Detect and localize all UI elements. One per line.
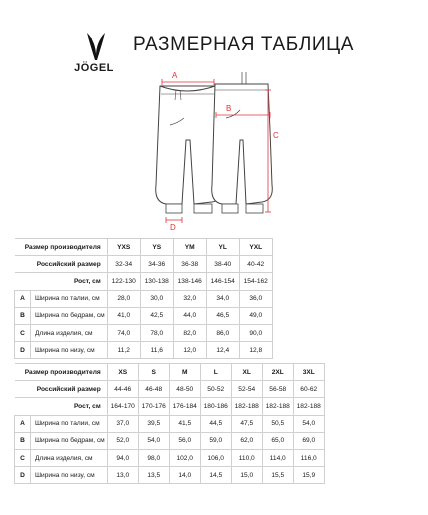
size-cell: M: [169, 364, 200, 381]
header-label: Размер производителя: [15, 239, 108, 256]
table-cell: 56,0: [169, 432, 200, 449]
size-cell: YM: [173, 239, 206, 256]
table-cell: 40-42: [239, 256, 272, 273]
table-cell: 82,0: [173, 324, 206, 341]
measure-letter: D: [15, 467, 31, 484]
size-table-youth: [14, 238, 273, 359]
table-cell: 46,5: [206, 307, 239, 324]
page-title: РАЗМЕРНАЯ ТАБЛИЦА: [133, 34, 355, 55]
size-cell: S: [138, 364, 169, 381]
table-cell: 15,9: [293, 467, 324, 484]
table-row: [15, 467, 325, 484]
table-cell: 41,5: [169, 415, 200, 432]
table-row: [15, 415, 325, 432]
table-cell: 182-188: [293, 398, 324, 415]
size-cell: YS: [140, 239, 173, 256]
table-cell: 44,0: [173, 307, 206, 324]
table-row: [15, 381, 325, 398]
table-row: [15, 342, 273, 359]
measure-label: Длина изделия, см: [31, 324, 108, 341]
dim-label-a: A: [172, 71, 178, 80]
table-cell: 182-188: [231, 398, 262, 415]
table-cell: 13,0: [107, 467, 138, 484]
measure-label: Ширина по бедрам, см: [31, 307, 108, 324]
table-cell: 54,0: [293, 415, 324, 432]
dim-label-c: C: [273, 131, 279, 140]
russian-size-label: Российский размер: [15, 256, 108, 273]
russian-size-label: Российский размер: [15, 381, 108, 398]
table-cell: 34,0: [206, 290, 239, 307]
table-cell: 39,5: [138, 415, 169, 432]
table-cell: 36-38: [173, 256, 206, 273]
table-cell: 11,6: [140, 342, 173, 359]
size-cell: YL: [206, 239, 239, 256]
table-row: [15, 290, 273, 307]
table-cell: 38-40: [206, 256, 239, 273]
table-cell: 49,0: [239, 307, 272, 324]
table-cell: 180-186: [200, 398, 231, 415]
pants-diagram: [0, 70, 428, 230]
table-cell: 54,0: [138, 432, 169, 449]
table-cell: 42,5: [140, 307, 173, 324]
size-cell: L: [200, 364, 231, 381]
measure-letter: A: [15, 290, 31, 307]
table-cell: 36,0: [239, 290, 272, 307]
table-row: [15, 398, 325, 415]
table-row: [15, 307, 273, 324]
header-label: Размер производителя: [15, 364, 108, 381]
table-cell: 110,0: [231, 449, 262, 466]
table-cell: 65,0: [262, 432, 293, 449]
table-cell: 12,0: [173, 342, 206, 359]
table-cell: 46-48: [138, 381, 169, 398]
measure-label: Ширина по низу, см: [31, 342, 108, 359]
table-cell: 32,0: [173, 290, 206, 307]
size-cell: XS: [107, 364, 138, 381]
table-row: [15, 324, 273, 341]
table-cell: 170-176: [138, 398, 169, 415]
height-label: Рост, см: [15, 398, 108, 415]
table-cell: 14,5: [200, 467, 231, 484]
table-row: [15, 273, 273, 290]
measure-label: Ширина по низу, см: [31, 467, 108, 484]
table-row: [15, 256, 273, 273]
table-cell: 146-154: [206, 273, 239, 290]
table-cell: 164-170: [107, 398, 138, 415]
table-cell: 59,0: [200, 432, 231, 449]
table-cell: 15,5: [262, 467, 293, 484]
table-cell: 44,5: [200, 415, 231, 432]
dim-label-b: B: [226, 104, 232, 113]
pants-back-drawing: [212, 84, 273, 213]
table-cell: 130-138: [140, 273, 173, 290]
table-cell: 60-62: [293, 381, 324, 398]
measure-letter: C: [15, 449, 31, 466]
table-cell: 52,0: [107, 432, 138, 449]
table-cell: 15,0: [231, 467, 262, 484]
table-cell: 13,5: [138, 467, 169, 484]
brand-name: JÖGEL: [74, 62, 114, 74]
table-cell: 37,0: [107, 415, 138, 432]
height-label: Рост, см: [15, 273, 108, 290]
measure-letter: B: [15, 307, 31, 324]
measure-letter: B: [15, 432, 31, 449]
size-cell: 2XL: [262, 364, 293, 381]
table-row: [15, 364, 325, 381]
table-cell: 12,4: [206, 342, 239, 359]
table-cell: 106,0: [200, 449, 231, 466]
size-cell: YXL: [239, 239, 272, 256]
size-cell: 3XL: [293, 364, 324, 381]
table-cell: 69,0: [293, 432, 324, 449]
table-cell: 78,0: [140, 324, 173, 341]
table-cell: 52-54: [231, 381, 262, 398]
table-cell: 34-36: [140, 256, 173, 273]
measure-letter: A: [15, 415, 31, 432]
measure-label: Ширина по талии, см: [31, 415, 108, 432]
measure-label: Ширина по бедрам, см: [31, 432, 108, 449]
table-cell: 114,0: [262, 449, 293, 466]
table-cell: 74,0: [107, 324, 140, 341]
size-cell: XL: [231, 364, 262, 381]
table-cell: 32-34: [107, 256, 140, 273]
table-cell: 56-58: [262, 381, 293, 398]
measure-label: Длина изделия, см: [31, 449, 108, 466]
measure-letter: D: [15, 342, 31, 359]
table-cell: 98,0: [138, 449, 169, 466]
table-cell: 182-188: [262, 398, 293, 415]
table-cell: 28,0: [107, 290, 140, 307]
table-cell: 41,0: [107, 307, 140, 324]
table-cell: 176-184: [169, 398, 200, 415]
table-cell: 62,0: [231, 432, 262, 449]
table-cell: 116,0: [293, 449, 324, 466]
table-cell: 122-130: [107, 273, 140, 290]
table-cell: 48-50: [169, 381, 200, 398]
table-cell: 94,0: [107, 449, 138, 466]
table-cell: 44-46: [107, 381, 138, 398]
table-cell: 30,0: [140, 290, 173, 307]
size-cell: YXS: [107, 239, 140, 256]
table-cell: 50-52: [200, 381, 231, 398]
table-row: [15, 432, 325, 449]
table-cell: 102,0: [169, 449, 200, 466]
measure-letter: C: [15, 324, 31, 341]
table-cell: 90,0: [239, 324, 272, 341]
table-cell: 138-146: [173, 273, 206, 290]
table-cell: 47,5: [231, 415, 262, 432]
table-cell: 154-162: [239, 273, 272, 290]
table-row: [15, 449, 325, 466]
table-row: [15, 239, 273, 256]
dim-label-d: D: [170, 223, 176, 230]
table-cell: 11,2: [107, 342, 140, 359]
table-cell: 50,5: [262, 415, 293, 432]
size-table-adult: [14, 363, 325, 484]
table-cell: 14,0: [169, 467, 200, 484]
measure-label: Ширина по талии, см: [31, 290, 108, 307]
table-cell: 86,0: [206, 324, 239, 341]
table-cell: 12,8: [239, 342, 272, 359]
